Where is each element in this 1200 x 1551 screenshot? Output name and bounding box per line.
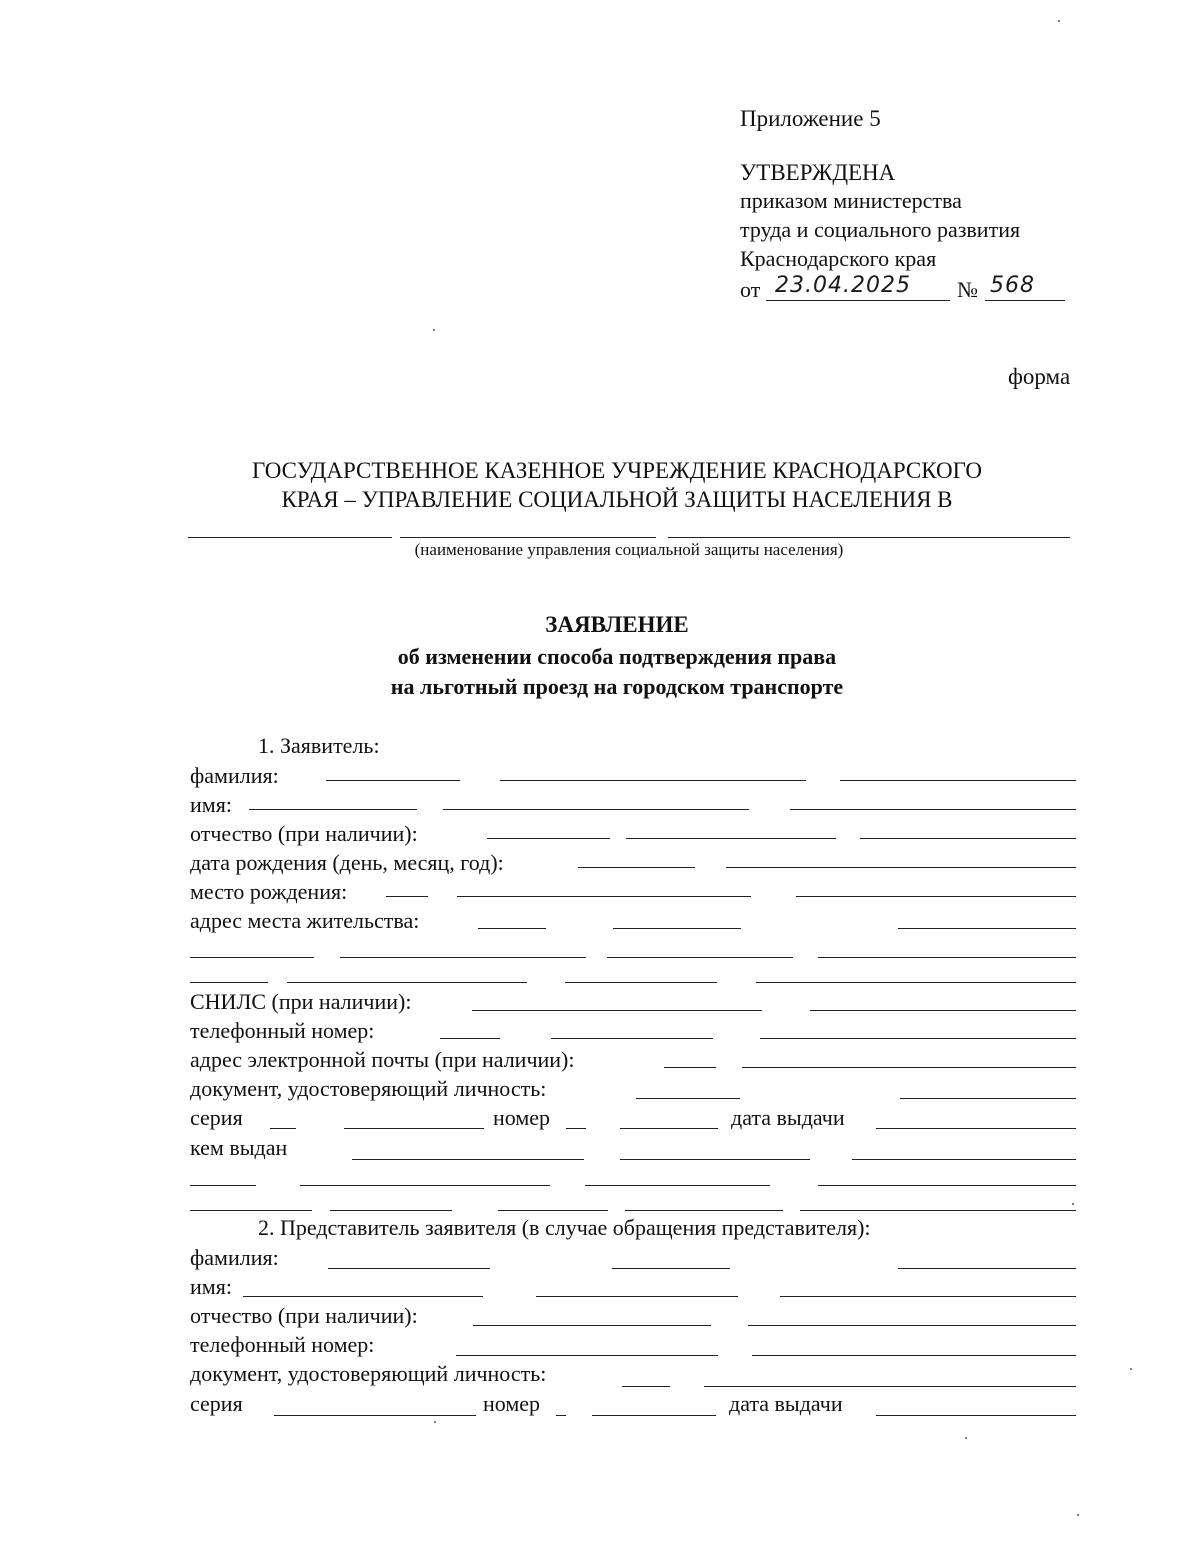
field-issued-by-continued[interactable] xyxy=(585,1185,770,1186)
field-id-document[interactable] xyxy=(636,1098,740,1099)
document-subtitle-2: на льготный проезд на городском транспорте xyxy=(390,674,844,699)
approved-by-line-3: Краснодарского края xyxy=(740,246,937,271)
institution-underline xyxy=(668,537,1070,538)
scan-speck xyxy=(1077,1514,1079,1516)
label-rep-series: серия xyxy=(190,1391,243,1416)
order-date-underline xyxy=(766,300,950,301)
field-rep-id-document[interactable] xyxy=(622,1386,670,1387)
label-name: имя: xyxy=(190,792,232,817)
approved-label: УТВЕРЖДЕНА xyxy=(740,160,896,185)
institution-caption: (наименование управления социальной защиты населения) xyxy=(414,540,844,559)
field-address[interactable] xyxy=(478,928,546,929)
field-patronymic[interactable] xyxy=(487,838,610,839)
label-rep-number: номер xyxy=(483,1391,541,1416)
field-rep-number[interactable] xyxy=(592,1415,716,1416)
field-address[interactable] xyxy=(613,928,741,929)
order-number-label: № xyxy=(957,277,978,302)
field-issued-by-continued[interactable] xyxy=(190,1210,312,1211)
field-issued-by-continued[interactable] xyxy=(625,1210,783,1211)
field-rep-issue-date[interactable] xyxy=(876,1415,1076,1416)
document-subtitle-1: об изменении способа подтверждения права xyxy=(397,644,837,669)
scan-speck xyxy=(1130,1368,1132,1370)
field-name[interactable] xyxy=(249,809,417,810)
field-email[interactable] xyxy=(664,1067,716,1068)
field-rep-name[interactable] xyxy=(243,1296,483,1297)
approved-by-line-2: труда и социального развития xyxy=(740,217,1021,242)
field-rep-phone[interactable] xyxy=(456,1355,718,1356)
order-from-label: от xyxy=(740,277,761,302)
scan-speck xyxy=(965,1437,967,1439)
field-rep-phone[interactable] xyxy=(752,1355,1076,1356)
field-issued-by-continued[interactable] xyxy=(800,1210,1076,1211)
form-label: форма xyxy=(1008,364,1071,389)
field-number[interactable] xyxy=(566,1128,586,1129)
field-surname[interactable] xyxy=(326,780,460,781)
field-issued-by-continued[interactable] xyxy=(300,1185,550,1186)
field-address-continued[interactable] xyxy=(565,982,717,983)
label-issued-by: кем выдан xyxy=(190,1135,288,1160)
label-surname: фамилия: xyxy=(190,763,279,788)
field-name[interactable] xyxy=(443,809,749,810)
label-birth-place: место рождения: xyxy=(190,879,348,904)
field-rep-surname[interactable] xyxy=(898,1268,1076,1269)
label-patronymic: отчество (при наличии): xyxy=(190,821,418,846)
label-rep-phone: телефонный номер: xyxy=(190,1332,375,1357)
field-issued-by[interactable] xyxy=(352,1159,584,1160)
label-rep-id-document: документ, удостоверяющий личность: xyxy=(190,1361,547,1386)
field-birth-place[interactable] xyxy=(386,896,428,897)
field-id-document[interactable] xyxy=(900,1098,1076,1099)
approved-by-line-1: приказом министерства xyxy=(740,188,962,213)
field-birth-date[interactable] xyxy=(578,867,695,868)
scan-speck xyxy=(434,1421,436,1423)
scan-speck xyxy=(1072,1203,1074,1205)
field-address-continued[interactable] xyxy=(190,982,268,983)
field-surname[interactable] xyxy=(840,780,1076,781)
field-address[interactable] xyxy=(898,928,1076,929)
institution-line-2: КРАЯ – УПРАВЛЕНИЕ СОЦИАЛЬНОЙ ЗАЩИТЫ НАСЕЛЕНИЯ В xyxy=(281,487,953,512)
field-address-continued[interactable] xyxy=(190,957,314,958)
field-email[interactable] xyxy=(742,1067,1076,1068)
field-patronymic[interactable] xyxy=(626,838,836,839)
field-rep-series[interactable] xyxy=(274,1415,476,1416)
label-address: адрес места жительства: xyxy=(190,908,420,933)
institution-underline xyxy=(400,537,656,538)
field-rep-patronymic[interactable] xyxy=(748,1325,1076,1326)
field-phone[interactable] xyxy=(551,1038,713,1039)
scan-speck xyxy=(1058,20,1060,22)
section2-heading: 2. Представитель заявителя (в случае обращения представителя): xyxy=(258,1215,871,1240)
field-name[interactable] xyxy=(790,809,1076,810)
field-birth-place[interactable] xyxy=(796,896,1076,897)
scan-speck xyxy=(433,329,435,331)
label-rep-issue-date: дата выдачи xyxy=(729,1391,843,1416)
appendix-label: Приложение 5 xyxy=(740,106,881,131)
institution-line-1: ГОСУДАРСТВЕННОЕ КАЗЕННОЕ УЧРЕЖДЕНИЕ КРАСНОДАРСКОГО xyxy=(252,458,982,483)
institution-underline xyxy=(188,537,392,538)
document-title: ЗАЯВЛЕНИЕ xyxy=(545,612,689,637)
label-rep-patronymic: отчество (при наличии): xyxy=(190,1303,418,1328)
field-patronymic[interactable] xyxy=(860,838,1076,839)
order-date-handwritten: 23.04.2025 xyxy=(775,273,911,298)
label-number: номер xyxy=(493,1105,551,1130)
field-issued-by[interactable] xyxy=(852,1159,1076,1160)
field-birth-place[interactable] xyxy=(457,896,751,897)
field-rep-id-document[interactable] xyxy=(704,1386,1076,1387)
label-rep-surname: фамилия: xyxy=(190,1245,279,1270)
label-birth-date: дата рождения (день, месяц, год): xyxy=(190,850,504,875)
field-issued-by-continued[interactable] xyxy=(330,1210,452,1211)
field-issued-by-continued[interactable] xyxy=(498,1210,608,1211)
field-issued-by-continued[interactable] xyxy=(190,1185,256,1186)
order-number-underline xyxy=(985,300,1065,301)
field-snils[interactable] xyxy=(472,1010,762,1011)
field-rep-patronymic[interactable] xyxy=(473,1325,711,1326)
field-rep-surname[interactable] xyxy=(612,1268,730,1269)
field-issued-by-continued[interactable] xyxy=(818,1185,1076,1186)
label-rep-name: имя: xyxy=(190,1274,232,1299)
field-phone[interactable] xyxy=(440,1038,500,1039)
field-surname[interactable] xyxy=(500,780,806,781)
label-id-document: документ, удостоверяющий личность: xyxy=(190,1076,547,1101)
field-rep-number[interactable] xyxy=(556,1415,566,1416)
field-rep-name[interactable] xyxy=(780,1296,1076,1297)
label-series: серия xyxy=(190,1105,243,1130)
field-issued-by[interactable] xyxy=(620,1159,810,1160)
field-phone[interactable] xyxy=(760,1038,1076,1039)
field-address-continued[interactable] xyxy=(287,982,527,983)
field-rep-surname[interactable] xyxy=(328,1268,490,1269)
section1-heading: 1. Заявитель: xyxy=(258,733,380,758)
label-issue-date: дата выдачи xyxy=(731,1105,845,1130)
field-snils[interactable] xyxy=(810,1010,1076,1011)
order-number-handwritten: 568 xyxy=(990,273,1035,298)
field-address-continued[interactable] xyxy=(607,957,793,958)
field-series[interactable] xyxy=(344,1128,484,1129)
field-address-continued[interactable] xyxy=(756,982,1076,983)
field-number[interactable] xyxy=(620,1128,718,1129)
label-phone: телефонный номер: xyxy=(190,1018,375,1043)
field-address-continued[interactable] xyxy=(818,957,1076,958)
field-birth-date[interactable] xyxy=(726,867,1076,868)
field-series[interactable] xyxy=(270,1128,296,1129)
field-rep-name[interactable] xyxy=(536,1296,738,1297)
label-snils: СНИЛС (при наличии): xyxy=(190,989,412,1014)
field-issue-date[interactable] xyxy=(876,1128,1076,1129)
field-address-continued[interactable] xyxy=(340,957,586,958)
label-email: адрес электронной почты (при наличии): xyxy=(190,1047,575,1072)
